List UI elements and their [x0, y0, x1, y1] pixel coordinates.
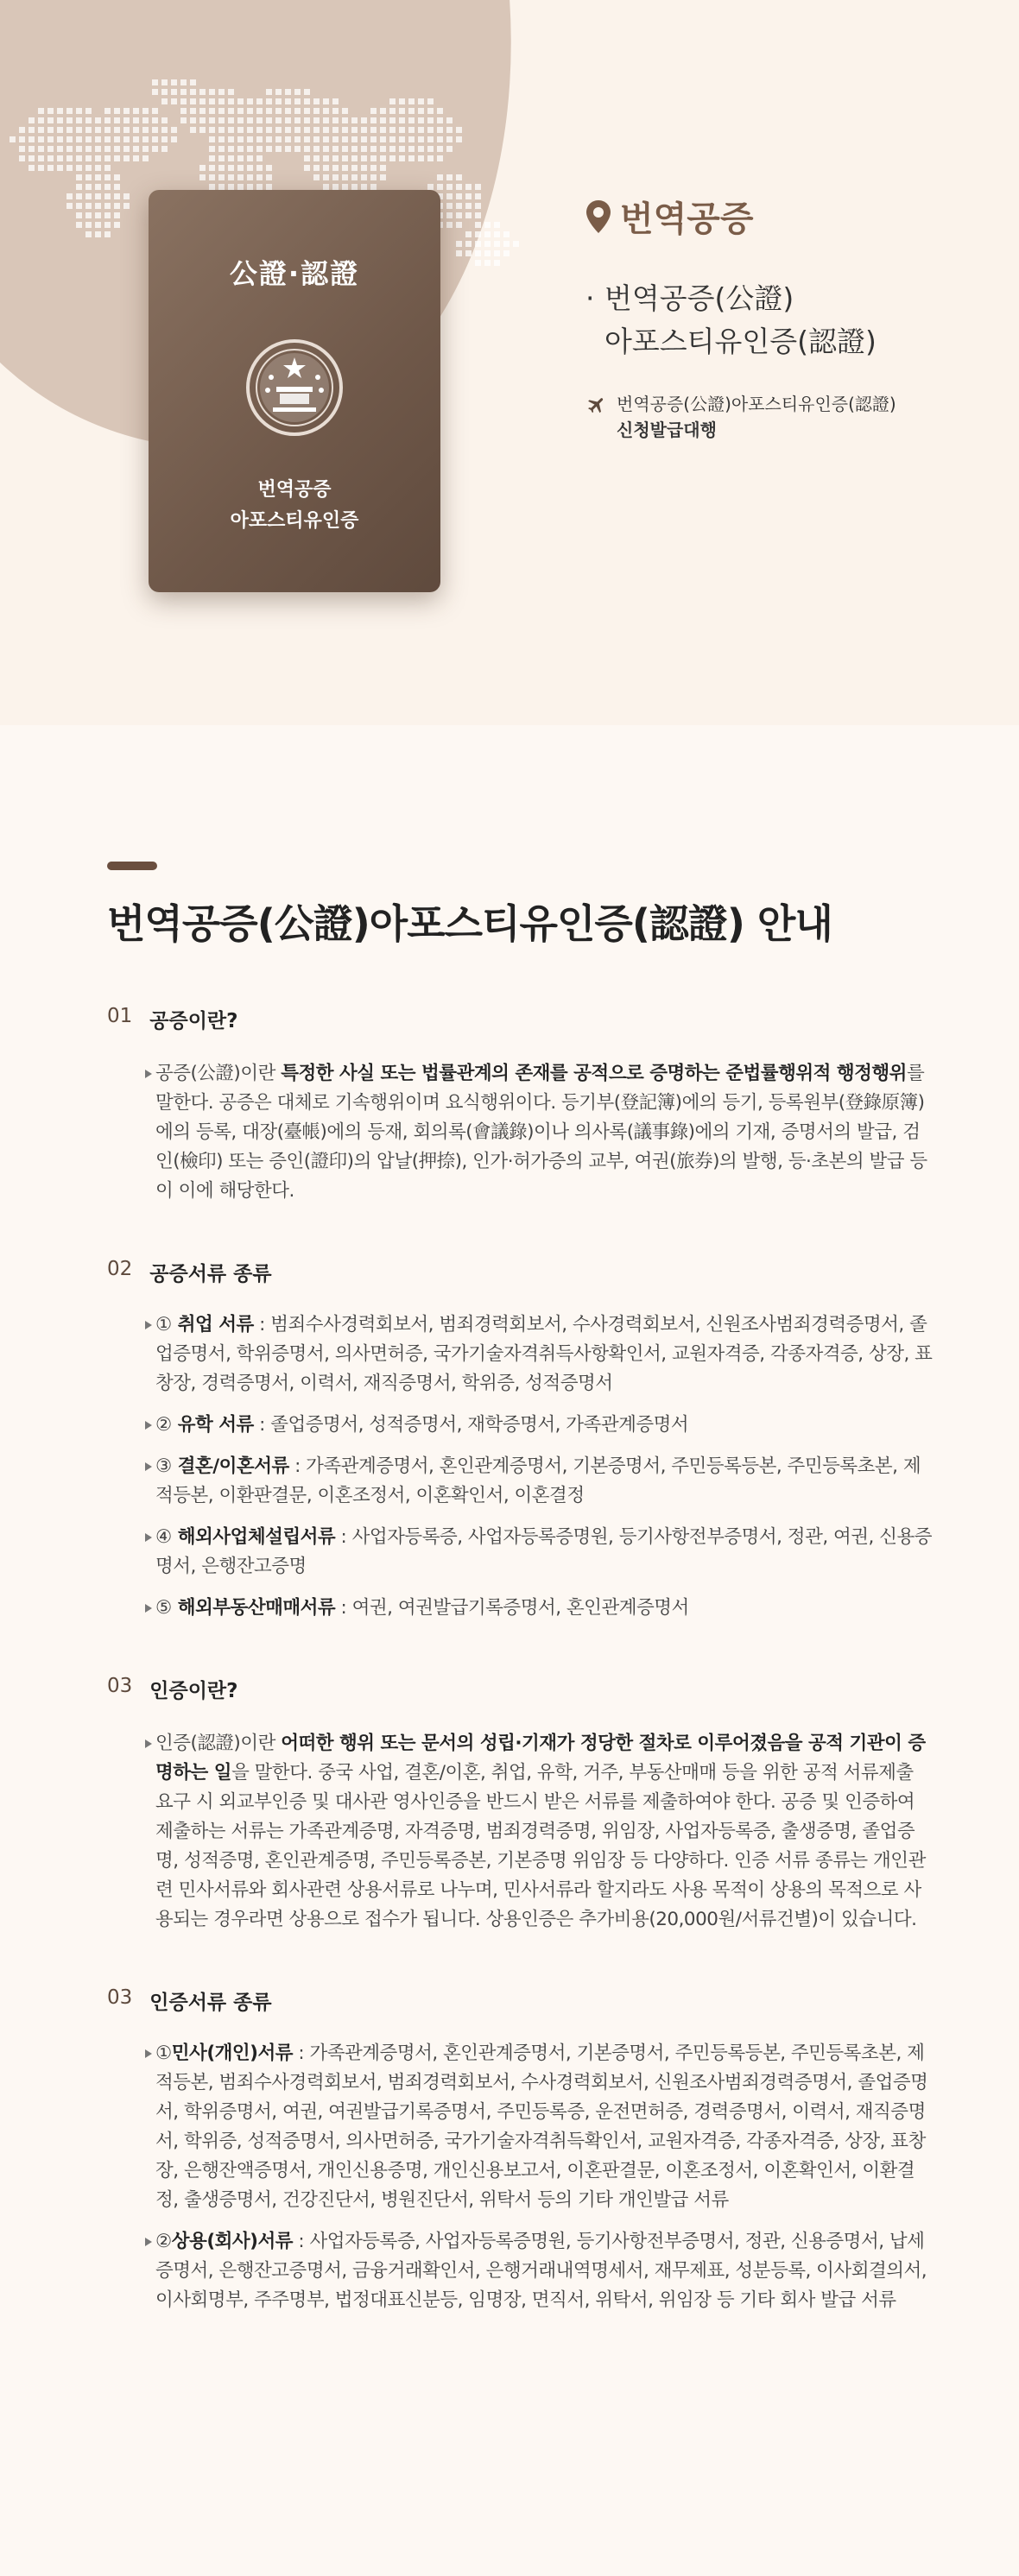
bullet-triangle-icon [145, 1604, 152, 1613]
list-item: ② 유학 서류 : 졸업증명서, 성적증명서, 재학증명서, 가족관계증명서 [107, 1411, 936, 1440]
list-item: ③ 결혼/이혼서류 : 가족관계증명서, 혼인관계증명서, 기본증명서, 주민등록등본, 주민등록초본, 제적등본, 이환판결문, 이혼조정서, 이혼확인서, 이혼결정 [107, 1452, 936, 1511]
passport-illustration [149, 190, 440, 592]
bullet-triangle-icon [145, 1533, 152, 1542]
section-heading: 02 공증서류 종류 [107, 1258, 272, 1285]
section-authentication [107, 1675, 936, 1935]
section-notarization [107, 1005, 936, 1206]
hero-heading-text: 번역공증 [620, 199, 754, 239]
list-item: ①민사(개인)서류 : 가족관계증명서, 혼인관계증명서, 기본증명서, 주민등록등본, 주민등록초본, 제적등본, 범죄수사경력회보서, 범죄경력회보서, 수사경력회보서, 신원조사범죄경력증명서, 졸업증명서, 학위증명서, 여권, 여권발급기록증명서, 주민등록증, 운전면허증, 경력증명서, 이력서, 재직증명서, 학위증, 성적증명서, 의사면허증, 국가기술자격취득확인서, 교원자격증, 각종자격증, 상장, 표창장, 은행잔액증명서, 개인신용증명, 개인신용보고서, 이혼판결문, 이혼조정서, 이혼확인서, 이환결정, 출생증명서, 건강진단서, 병원진단서, 위탁서 등의 기타 개인발급 서류 [107, 2039, 936, 2215]
airplane-icon [585, 395, 608, 415]
list-item: ④ 해외사업체설립서류 : 사업자등록증, 사업자등록증명원, 등기사항전부증명서, 정관, 여권, 신용증명서, 은행잔고증명 [107, 1523, 936, 1582]
section-authentication-documents [107, 1986, 936, 2315]
list-item: ⑤ 해외부동산매매서류 : 여권, 여권발급기록증명서, 혼인관계증명서 [107, 1594, 936, 1623]
page-title: 번역공증(公證)아포스티유인증(認證) 안내 [107, 900, 832, 947]
hero-info [585, 192, 991, 443]
list-item: ① 취업 서류 : 범죄수사경력회보서, 범죄경력회보서, 수사경력회보서, 신원조사범죄경력증명서, 졸업증명서, 학위증명서, 의사면허증, 국가기술자격취득사항확인서, 교원자격증, 각종자격증, 상장, 표창장, 경력증명서, 이력서, 재직증명서, 학위증, 성적증명서 [107, 1310, 936, 1398]
section-heading: 03 인증서류 종류 [107, 1986, 272, 2014]
bullet-triangle-icon [145, 1421, 152, 1430]
emblem-icon [245, 338, 344, 437]
section-paragraph: 공증(公證)이란 특정한 사실 또는 법률관계의 존재를 공적으로 증명하는 준법률행위적 행정행위를 말한다. 공증은 대체로 기속행위이며 요식행위이다. 등기부(登記簿)에의 등기, 등록원부(登錄原簿)에의 등록, 대장(臺帳)에의 등재, 회의록(會議錄)이나 의사록(議事錄)에의 기재, 증명서의 발급, 검인(檢印) 또는 증인(證印)의 압날(押捺), 인가·허가증의 교부, 여권(旅券)의 발행, 등·초본의 발급 등이 이에 해당한다. [107, 1059, 936, 1206]
hero-heading [585, 192, 991, 241]
section-paragraph: 인증(認證)이란 어떠한 행위 또는 문서의 성립·기재가 정당한 절차로 이루어졌음을 공적 기관이 증명하는 일을 말한다. 중국 사업, 결혼/이혼, 취업, 유학, 거주, 부동산매매 등을 위한 공적 서류제출 요구 시 외교부인증 및 대사관 영사인증을 반드시 받은 서류를 제출하여야 한다. 공증 및 인증하여 제출하는 서류는 가족관계증명, 자격증명, 범죄경력증명, 위임장, 사업자등록증, 출생증명, 졸업증명, 성적증명, 혼인관계증명, 주민등록증본, 기본증명 위임장 등 다양하다. 인증 서류 종류는 개인관련 민사서류와 회사관련 상용서류로 나누며, 민사서류라 할지라도 사용 목적이 상용의 목적으로 사용되는 경우라면 상용으로 접수가 됩니다. 상용인증은 추가비용(20,000원/서류건별)이 있습니다. [107, 1729, 936, 1935]
section-heading: 03 인증이란? [107, 1675, 238, 1702]
bullet-triangle-icon [145, 1321, 152, 1329]
passport-subtitle: 번역공증 아포스티유인증 [230, 479, 359, 532]
hero-banner [0, 0, 1019, 725]
section-notary-documents [107, 1258, 936, 1623]
bullet-triangle-icon [145, 1739, 152, 1748]
list-item: ②상용(회사)서류 : 사업자등록증, 사업자등록증명원, 등기사항전부증명서, 정관, 신용증명서, 납세증명서, 은행잔고증명서, 금융거래확인서, 은행거래내역명세서, 재무제표, 성분등록, 이사회결의서, 이사회명부, 주주명부, 법정대표신분등, 임명장, 면직서, 위탁서, 위임장 등 기타 회사 발급 서류 [107, 2227, 936, 2315]
section-heading: 01 공증이란? [107, 1005, 238, 1032]
bullet-triangle-icon [145, 1070, 152, 1078]
bullet-triangle-icon [145, 1462, 152, 1471]
passport-title: 公證·認證 [229, 257, 360, 290]
map-pin-icon [585, 199, 611, 234]
bullet-triangle-icon [145, 2049, 152, 2058]
hero-service-item: · 번역공증(公證) 아포스티유인증(認證) [585, 281, 877, 358]
main-content [107, 862, 936, 2315]
hero-note: 번역공증(公證)아포스티유인증(認證) 신청발급대행 [585, 391, 991, 443]
bullet-triangle-icon [145, 2238, 152, 2246]
title-accent-bar [107, 862, 157, 870]
